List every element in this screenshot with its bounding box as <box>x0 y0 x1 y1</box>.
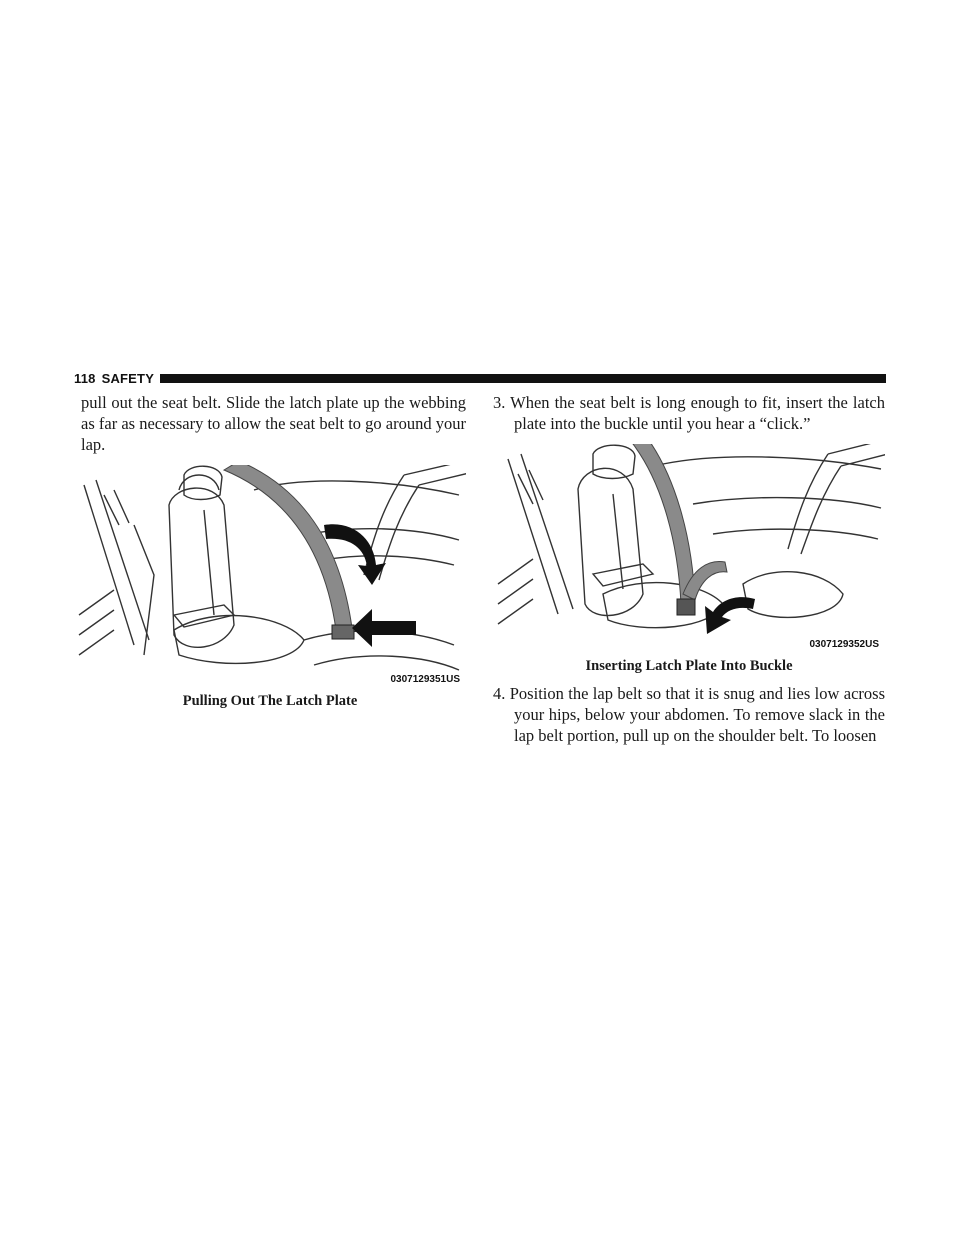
right-column <box>493 392 885 746</box>
figure-inserting-latch-plate <box>493 444 885 654</box>
intro-paragraph: pull out the seat belt. Slide the latch plate up the webbing as far as necessary to allow the seat belt to go around your lap. <box>81 393 466 454</box>
buckle-illustration <box>493 444 885 654</box>
step-4: 4. Position the lap belt so that it is snug and lies low across your hips, below your abdomen. To remove slack in the lap belt portion, pull up on the shoulder belt. To loosen <box>493 684 885 745</box>
header-rule <box>160 374 886 383</box>
step-3: 3. When the seat belt is long enough to fit, insert the latch plate into the buckle until you hear a “click.” <box>493 393 885 433</box>
figure-pulling-latch-plate <box>74 465 466 689</box>
figure-caption: Pulling Out The Latch Plate <box>182 693 358 709</box>
page-number: 118 <box>74 370 96 386</box>
figure-caption: Inserting Latch Plate Into Buckle <box>585 658 793 674</box>
section-title: SAFETY <box>101 370 155 386</box>
seat-belt-illustration <box>74 465 466 689</box>
figure-code: 0307129352US <box>809 639 879 650</box>
page-header <box>74 370 886 386</box>
left-column <box>74 392 466 718</box>
figure-code: 0307129351US <box>390 674 460 685</box>
